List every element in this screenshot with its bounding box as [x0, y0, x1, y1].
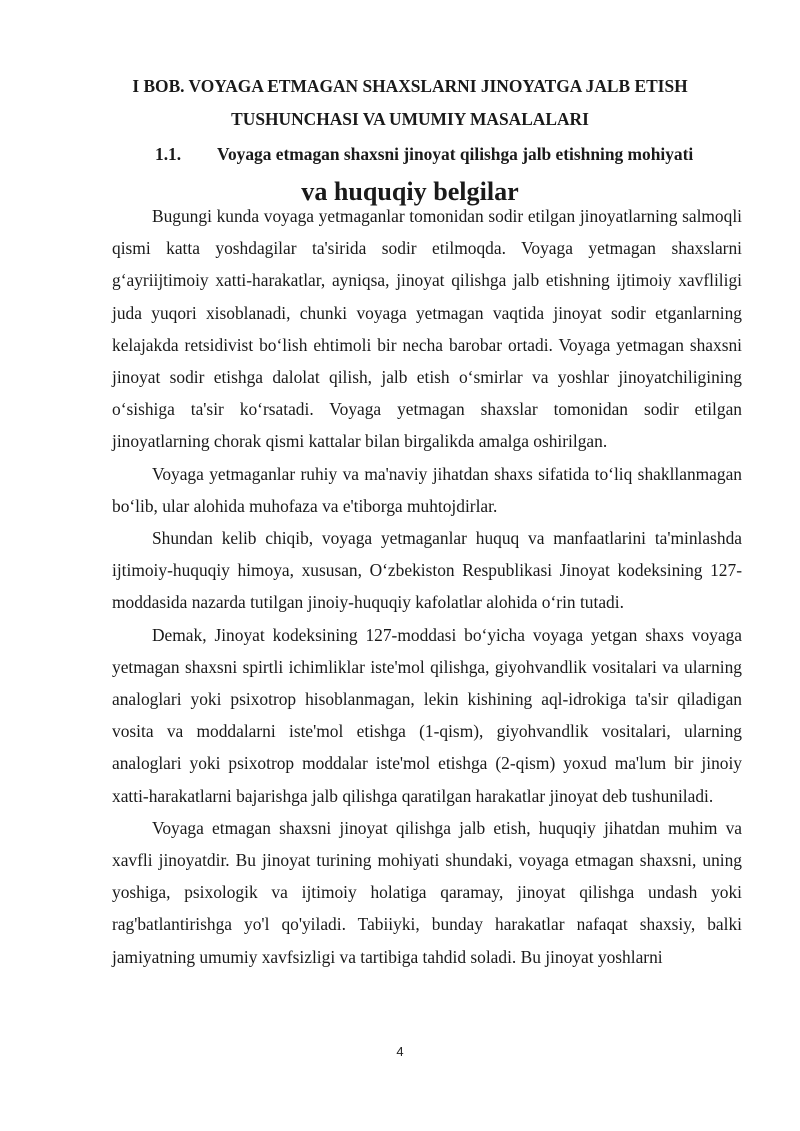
paragraph: Shundan kelib chiqib, voyaga yetmaganlar huquq va manfaatlarini ta'minlashda ijtimoiy-huquqiy himoya, xususan, O‘zbekiston Respublikasi Jinoyat kodeksining 127-moddasida nazarda tutilgan jinoiy-huquqiy kafolatlar alohida o‘rin tutadi. — [112, 528, 742, 613]
chapter-title-line-2: TUSHUNCHASI VA UMUMIY MASALALARI — [231, 109, 589, 129]
page-number: 4 — [396, 1044, 404, 1059]
body-text — [112, 200, 742, 973]
chapter-title-line-1: I BOB. VOYAGA ETMAGAN SHAXSLARNI JINOYATGA JALB ETISH — [132, 76, 688, 96]
section-title — [155, 144, 745, 165]
section-title-line-2: va huquqiy belgilar — [301, 177, 519, 206]
paragraph: Bugungi kunda voyaga yetmaganlar tomonidan sodir etilgan jinoyatlarning salmoqli qismi katta yoshdagilar ta'sirida sodir etilmoqda. Voyaga yetmagan shaxslarni g‘ayriijtimoiy xatti-harakatlar, ayniqsa, jinoyat qilishga jalb etishning ijtimoiy xavfliligi juda yuqori xisoblanadi, chunki voyaga yetmagan vaqtida jinoyat sodir etganlarning kelajakda retsidivist bo‘lish ehtimoli bir necha barobar ortadi. Voyaga yetmagan shaxsni jinoyat sodir etishga dalolat qilish, jalb etish o‘smirlar va yoshlar jinoyatchiligining o‘sishiga ta'sir ko‘rsatadi. Voyaga yetmagan shaxslar tomonidan sodir etilgan jinoyatlarning chorak qismi kattalar bilan birgalikda amalga oshirilgan. — [112, 206, 742, 452]
section-title-line-1: Voyaga etmagan shaxsni jinoyat qilishga jalb etishning mohiyati — [217, 144, 694, 164]
paragraph: Voyaga etmagan shaxsni jinoyat qilishga jalb etish, huquqiy jihatdan muhim va xavfli jinoyatdir. Bu jinoyat turining mohiyati shundaki, voyaga etmagan shaxsni, uning yoshiga, psixologik va ijtimoiy holatiga qaramay, jinoyat qilishga undash yoki rag'batlantirishga yo'l qo'yiladi. Tabiiyki, bunday harakatlar nafaqat shaxsiy, balki jamiyatning umumiy xavfsizligi va tartibiga tahdid soladi. Bu jinoyat yoshlarni — [112, 817, 742, 967]
paragraph: Demak, Jinoyat kodeksining 127-moddasi bo‘yicha voyaga yetgan shaxs voyaga yetmagan shaxsni spirtli ichimliklar iste'mol qilishga, giyohvandlik vositalari va ularning analoglari yoki psixotrop hisoblanmagan, lekin kishining aql-idrokiga ta'sir qiladigan vosita va moddalarni iste'mol etishga (1-qism), giyohvandlik vositalari, ularning analoglari yoki psixotrop moddalar iste'mol etishga (2-qism) yoxud ma'lum bir jinoiy xatti-harakatlarni bajarishga jalb qilishga qaratilgan harakatlar jinoyat deb tushuniladi. — [112, 624, 742, 806]
section-number: 1.1. — [155, 144, 182, 164]
paragraph: Voyaga yetmaganlar ruhiy va ma'naviy jihatdan shaxs sifatida to‘liq shakllanmagan bo‘lib, ular alohida muhofaza va e'tiborga muhtojdirlar. — [112, 463, 742, 516]
